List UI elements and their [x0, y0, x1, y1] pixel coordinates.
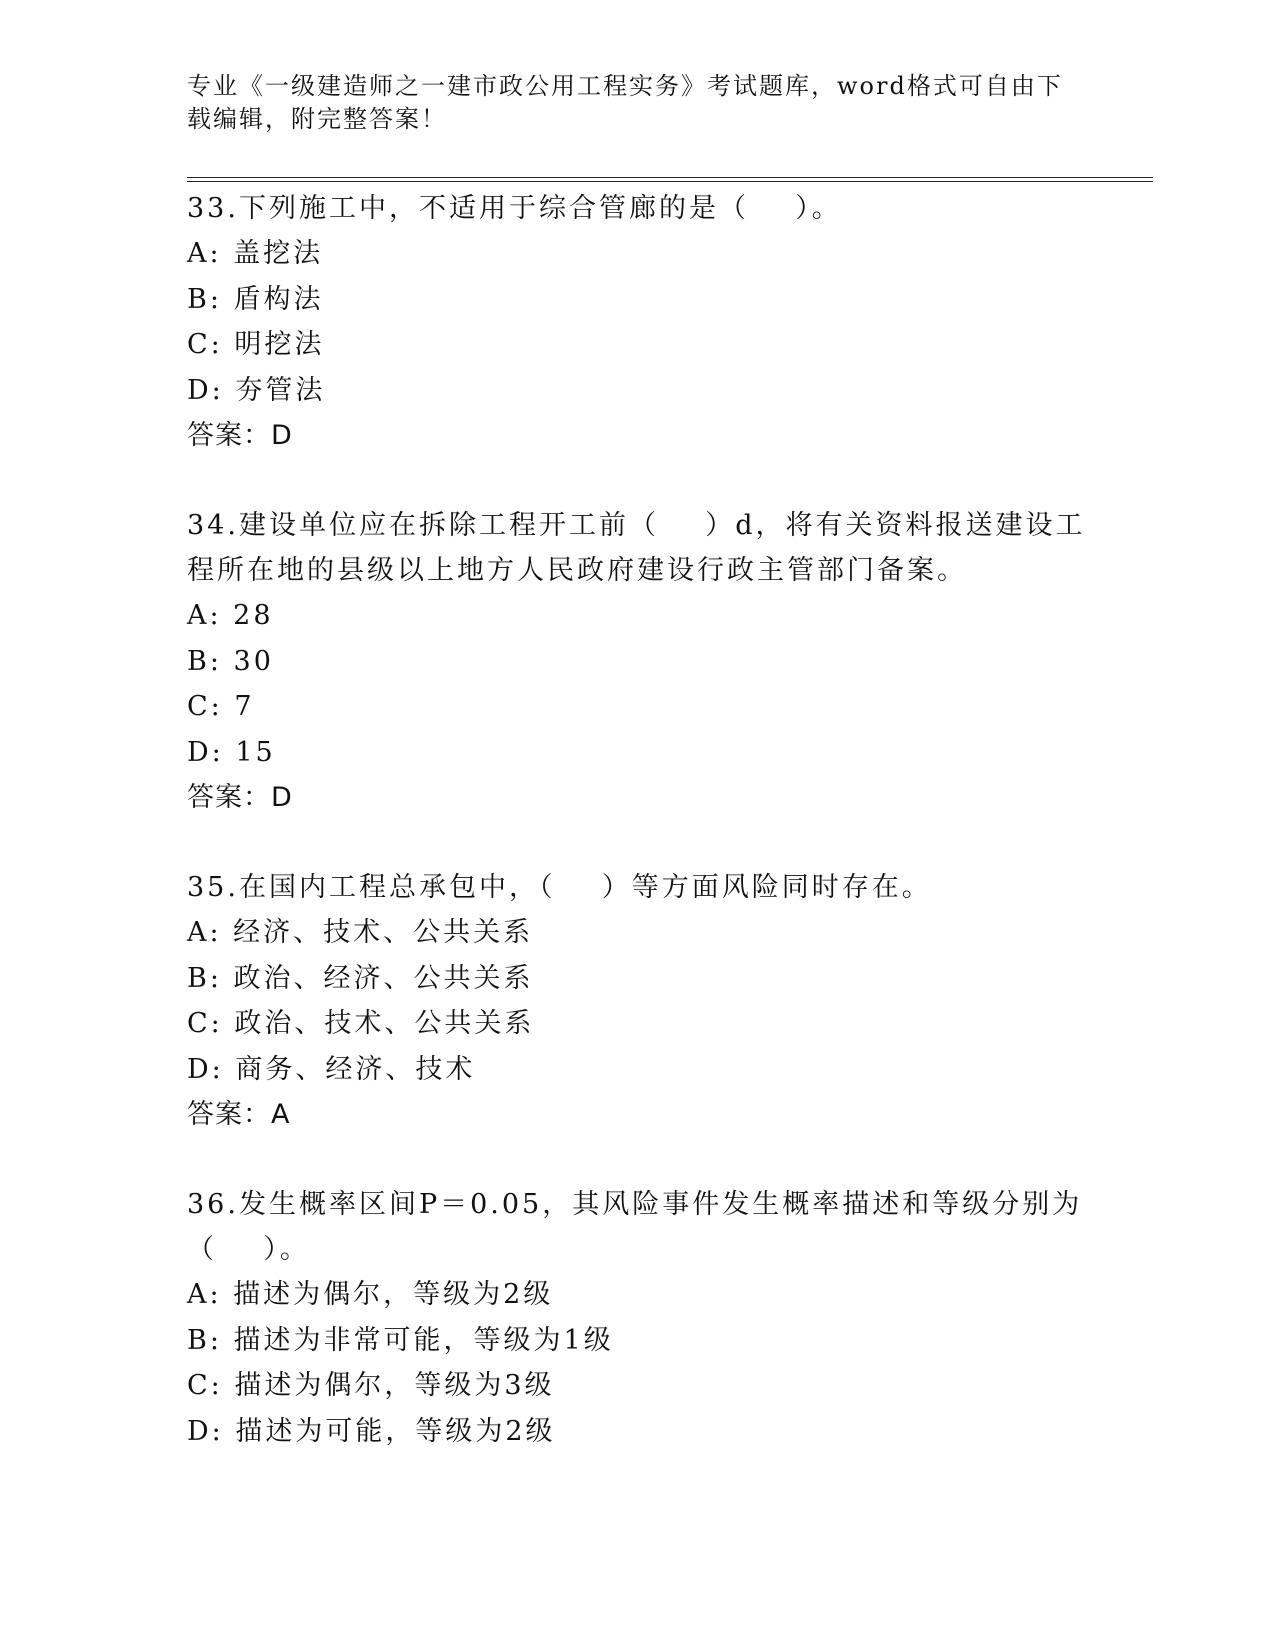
- question-item: [187, 1182, 1087, 1454]
- option-c: C: 描述为偶尔，等级为3级: [187, 1370, 555, 1401]
- question-stem: 33.下列施工中，不适用于综合管廊的是（ ）。: [187, 193, 842, 224]
- option-c: C: 明挖法: [187, 329, 325, 360]
- question-stem: 36.发生概率区间P＝0.05，其风险事件发生概率描述和等级分别为（ ）。: [187, 1189, 1083, 1265]
- question-spacer: [187, 458, 1087, 503]
- option-b: B: 描述为非常可能，等级为1级: [187, 1324, 614, 1356]
- question-spacer: [187, 1137, 1087, 1182]
- question-spacer: [187, 820, 1087, 865]
- question-stem: 34.建设单位应在拆除工程开工前（ ）d，将有关资料报送建设工程所在地的县级以上地方人民政府建设行政主管部门备案。: [187, 510, 1086, 586]
- option-d: D: 商务、经济、技术: [187, 1053, 476, 1085]
- option-a: A: 经济、技术、公共关系: [187, 917, 534, 948]
- option-b: B: 政治、经济、公共关系: [187, 962, 534, 994]
- header-divider: [187, 177, 1153, 182]
- option-d: D: 15: [187, 736, 276, 768]
- option-c: C: 7: [187, 691, 255, 722]
- option-a: A: 盖挖法: [187, 238, 324, 269]
- option-a: A: 描述为偶尔，等级为2级: [187, 1279, 554, 1310]
- option-c: C: 政治、技术、公共关系: [187, 1008, 535, 1039]
- option-d: D: 描述为可能，等级为2级: [187, 1415, 556, 1447]
- option-a: A: 28: [187, 600, 274, 631]
- question-stem: 35.在国内工程总承包中，（ ）等方面风险同时存在。: [187, 872, 932, 903]
- question-item: [187, 186, 1087, 458]
- document-header: 专业《一级建造师之一建市政公用工程实务》考试题库，word格式可自由下载编辑，附完整答案！: [187, 72, 1063, 133]
- question-item: [187, 503, 1087, 820]
- question-item: [187, 865, 1087, 1137]
- answer-line: 答案：A: [187, 1099, 291, 1130]
- question-list: [187, 186, 1087, 1454]
- answer-line: 答案：D: [187, 420, 293, 451]
- option-b: B: 30: [187, 645, 274, 677]
- option-b: B: 盾构法: [187, 283, 324, 315]
- option-d: D: 夯管法: [187, 374, 326, 406]
- answer-line: 答案：D: [187, 782, 293, 813]
